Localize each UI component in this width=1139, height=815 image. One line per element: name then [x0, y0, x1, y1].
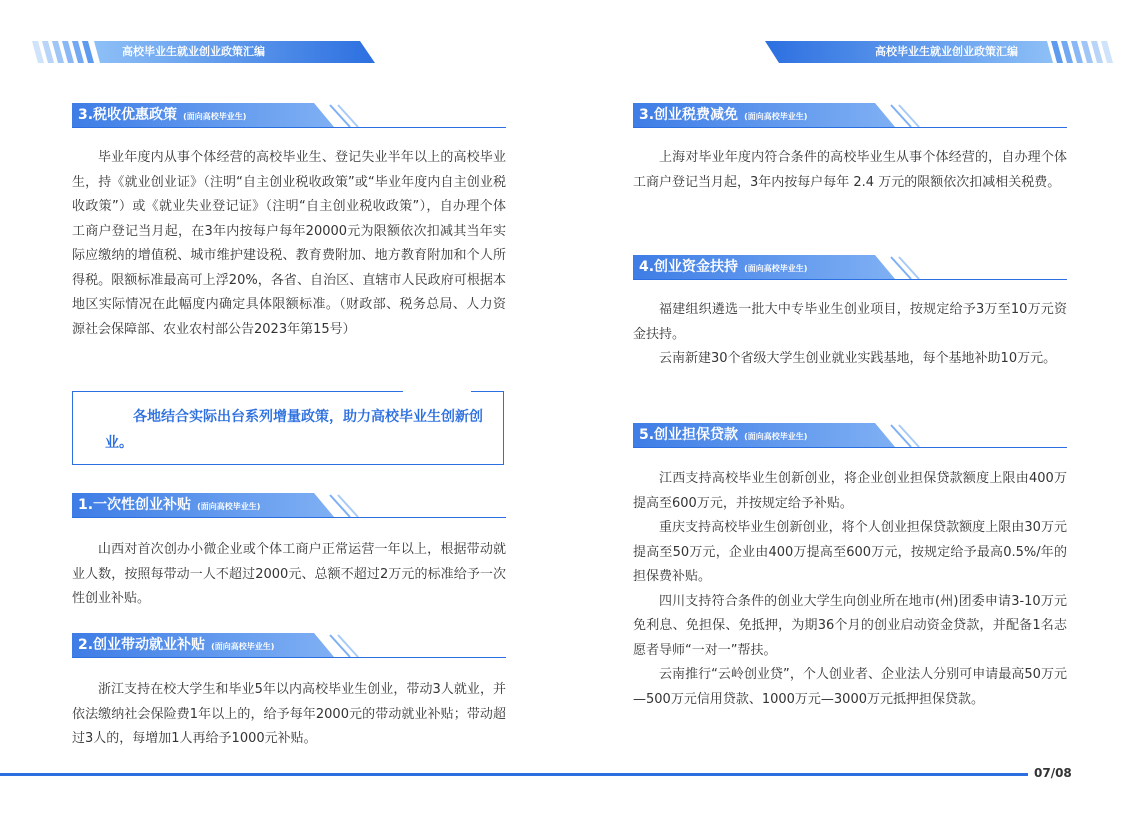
- section-heading-tax-relief: [633, 103, 1067, 128]
- section-heading-employment-subsidy: [72, 633, 506, 658]
- paragraph-text: 云南推行“云岭创业贷”，个人创业者、企业法人分别可申请最高50万元—500万元信用贷款、1000万元—3000万元抵押担保贷款。: [633, 667, 1067, 707]
- section-tag: (面向高校毕业生): [211, 642, 275, 651]
- paragraph-tax-policy: [72, 146, 506, 342]
- section-title: [639, 255, 807, 279]
- paragraph-text: 毕业年度内从事个体经营的高校毕业生、登记失业半年以上的高校毕业生，持《就业创业证》（注明“自主创业税收政策”或“毕业年度内自主创业税收政策”）或《就业失业登记证》（注明“自主创业税收政策”），自办理个体工商户登记当月起，在3年内按每户每年20000元为限额依次扣减其当年实际应缴纳的增值税、城市维护建设税、教育费附加、地方教育附加和个人所得税。限额标准最高可上浮20%，各省、自治区、直辖市人民政府可根据本地区实际情况在此幅度内确定具体限额标准。（财政部、税务总局、人力资源社会保障部、农业农村部公告2023年第15号）: [72, 150, 506, 337]
- paragraph-text: 江西支持高校毕业生创新创业，将企业创业担保贷款额度上限由400万提高至600万元，并按规定给予补贴。: [633, 471, 1067, 511]
- paragraph-loans: [633, 467, 1067, 712]
- header-banner-left: [30, 41, 375, 63]
- header-title-left: 高校毕业生就业创业政策汇编: [122, 45, 265, 58]
- footer-line: [0, 773, 1028, 776]
- paragraph-employment-subsidy: [72, 678, 506, 752]
- header-title-right: 高校毕业生就业创业政策汇编: [875, 45, 1018, 58]
- paragraph-text: 福建组织遴选一批大中专毕业生创业项目，按规定给予3万至10万元资金扶持。: [633, 302, 1067, 342]
- paragraph-text: 山西对首次创办小微企业或个体工商户正常运营一年以上，根据带动就业人数，按照每带动一人不超过2000元、总额不超过2万元的标准给予一次性创业补贴。: [72, 542, 506, 606]
- section-tag: (面向高校毕业生): [183, 112, 247, 121]
- paragraph-text: 重庆支持高校毕业生创新创业，将个人创业担保贷款额度上限由30万元提高至50万元，企业由400万提高至600万元，按规定给予最高0.5%/年的担保费补贴。: [633, 520, 1067, 584]
- section-heading-tax-policy: [72, 103, 506, 128]
- paragraph-funding: [633, 298, 1067, 372]
- section-title: [639, 103, 807, 127]
- paragraph-text: 上海对毕业年度内符合条件的高校毕业生从事个体经营的，自办理个体工商户登记当月起，3年内按每户每年 2.4 万元的限额依次扣减相关税费。: [633, 150, 1067, 190]
- section-title: [78, 633, 274, 657]
- paragraph-text: 四川支持符合条件的创业大学生向创业所在地市(州)团委申请3-10万元免利息、免担保、免抵押，为期36个月的创业启动资金贷款，并配备1名志愿者导师“一对一”帮扶。: [633, 593, 1067, 658]
- section-tag: (面向高校毕业生): [744, 112, 808, 121]
- section-title-text: 3.税收优惠政策: [78, 107, 178, 123]
- callout-border-gap: [403, 389, 471, 395]
- section-tag: (面向高校毕业生): [197, 502, 261, 511]
- section-heading-loans: [633, 423, 1067, 448]
- section-heading-one-time-subsidy: [72, 493, 506, 518]
- section-tag: (面向高校毕业生): [744, 432, 808, 441]
- page-number: 07/08: [1034, 766, 1072, 780]
- callout-box: [72, 391, 504, 465]
- callout-text: 各地结合实际出台系列增量政策，助力高校毕业生创新创业。: [105, 409, 483, 451]
- paragraph-text: 云南新建30个省级大学生创业就业实践基地，每个基地补助10万元。: [659, 351, 1057, 366]
- section-tag: (面向高校毕业生): [744, 264, 808, 273]
- section-title-text: 3.创业税费减免: [639, 107, 739, 123]
- section-title: [78, 103, 246, 127]
- paragraph-text: 浙江支持在校大学生和毕业5年以内高校毕业生创业，带动3人就业，并依法缴纳社会保险费1年以上的，给予每年2000元的带动就业补贴；带动超过3人的，每增加1人再给予1000元补贴。: [72, 682, 506, 746]
- paragraph-one-time-subsidy: [72, 538, 506, 612]
- section-title-text: 5.创业担保贷款: [639, 427, 739, 443]
- section-title-text: 4.创业资金扶持: [639, 259, 739, 275]
- section-title-text: 2.创业带动就业补贴: [78, 637, 206, 653]
- paragraph-tax-relief: [633, 146, 1067, 195]
- section-title: [639, 423, 807, 447]
- section-title: [78, 493, 260, 517]
- section-heading-funding: [633, 255, 1067, 280]
- section-title-text: 1.一次性创业补贴: [78, 497, 192, 513]
- header-banner-right: [765, 41, 1115, 63]
